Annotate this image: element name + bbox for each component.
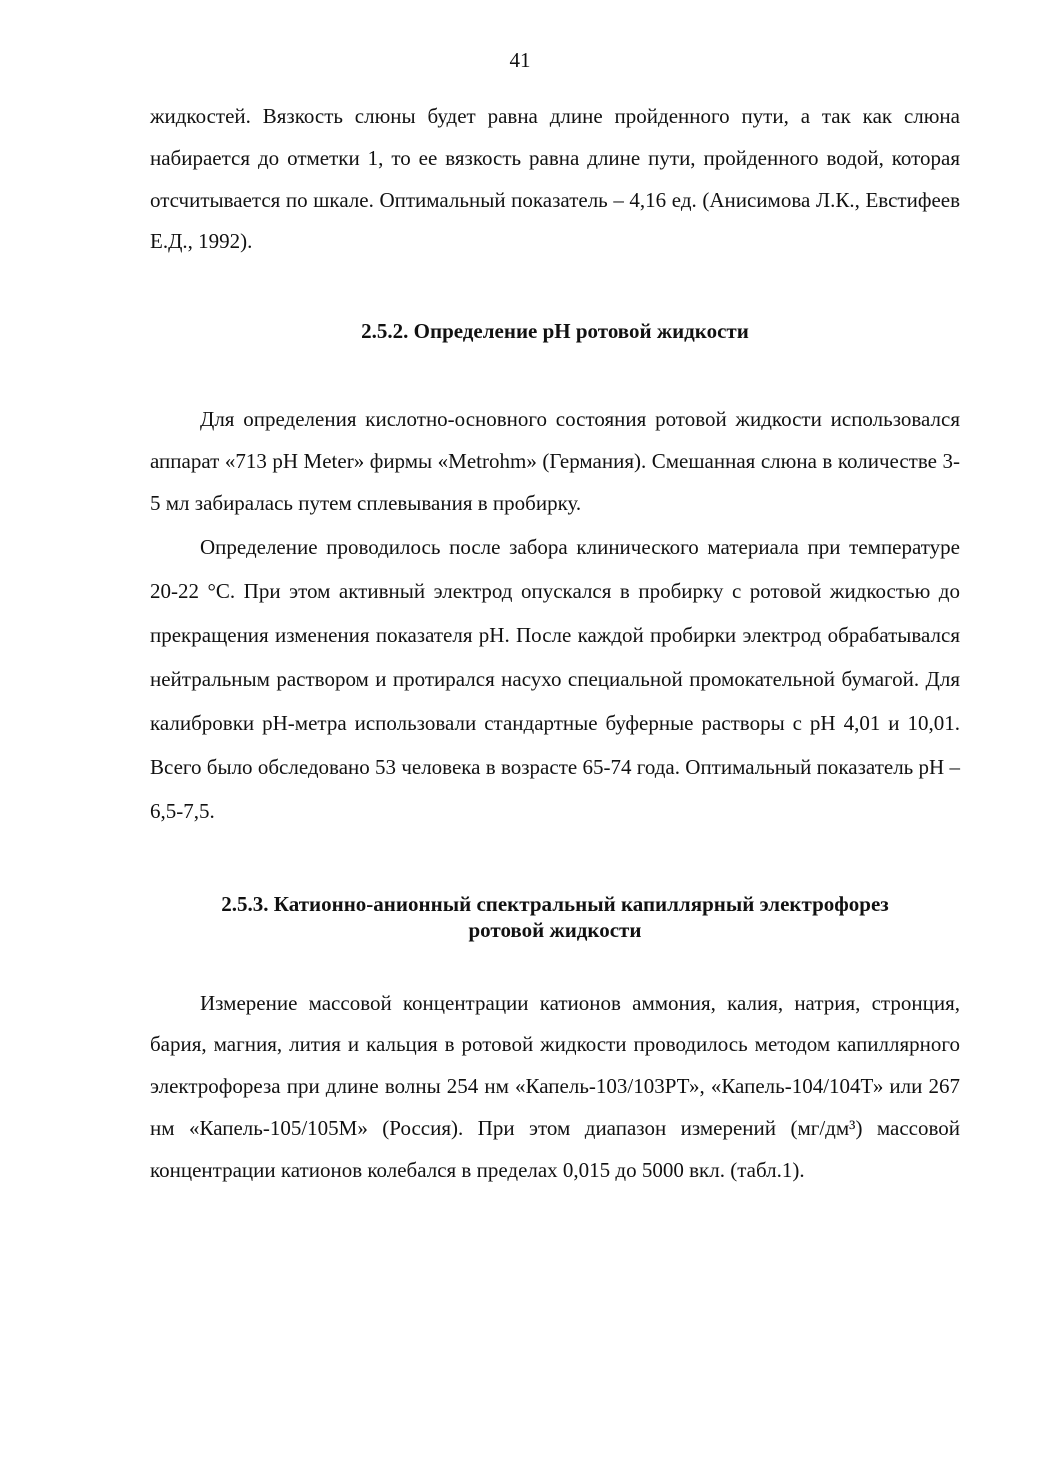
paragraph-viscosity: жидкостей. Вязкость слюны будет равна длине пройденного пути, а так как слюна набирается до отметки 1, то ее вязкость равна длине пути, пройденного водой, которая отсчитывается по шкале. Оптимальный показатель – 4,16 ед. (Анисимова Л.К., Евстифеев Е.Д., 1992).: [150, 104, 960, 254]
page-number: 41: [509, 48, 531, 72]
section-heading-ph: 2.5.2. Определение pH ротовой жидкости: [361, 319, 749, 344]
section-heading-electrophoresis-line2: ротовой жидкости: [468, 917, 642, 942]
paragraph-ph-apparatus: Для определения кислотно-основного состояния ротовой жидкости использовался аппарат «713 pH Meter» фирмы «Metrohm» (Германия). Смешанная слюна в количестве 3-5 мл забиралась путем сплевывания в пробирку.: [150, 407, 960, 515]
section-heading-electrophoresis-line1: 2.5.3. Катионно-анионный спектральный капиллярный электрофорез: [221, 891, 889, 916]
document-body: [150, 96, 960, 1192]
paragraph-electrophoresis: Измерение массовой концентрации катионов аммония, калия, натрия, стронция, бария, магния, лития и кальция в ротовой жидкости проводилось методом капиллярного электрофореза при длине волны 254 нм «Капель-103/103РТ», «Капель-104/104Т» или 267 нм «Капель-105/105М» (Россия). При этом диапазон измерений (мг/дм³) массовой концентрации катионов колебался в пределах 0,015 до 5000 вкл. (табл.1).: [150, 990, 960, 1182]
section-heading-electrophoresis: [150, 891, 960, 943]
paragraph-ph-procedure: Определение проводилось после забора клинического материала при температуре 20-22 °С. При этом активный электрод опускался в пробирку с ротовой жидкостью до прекращения изменения показателя pH. После каждой пробирки электрод обрабатывался нейтральным раствором и протирался насухо специальной промокательной бумагой. Для калибровки pH-метра использовали стандартные буферные растворы с pH 4,01 и 10,01. Всего было обследовано 53 человека в возрасте 65-74 года. Оптимальный показатель pH – 6,5-7,5.: [150, 534, 960, 823]
